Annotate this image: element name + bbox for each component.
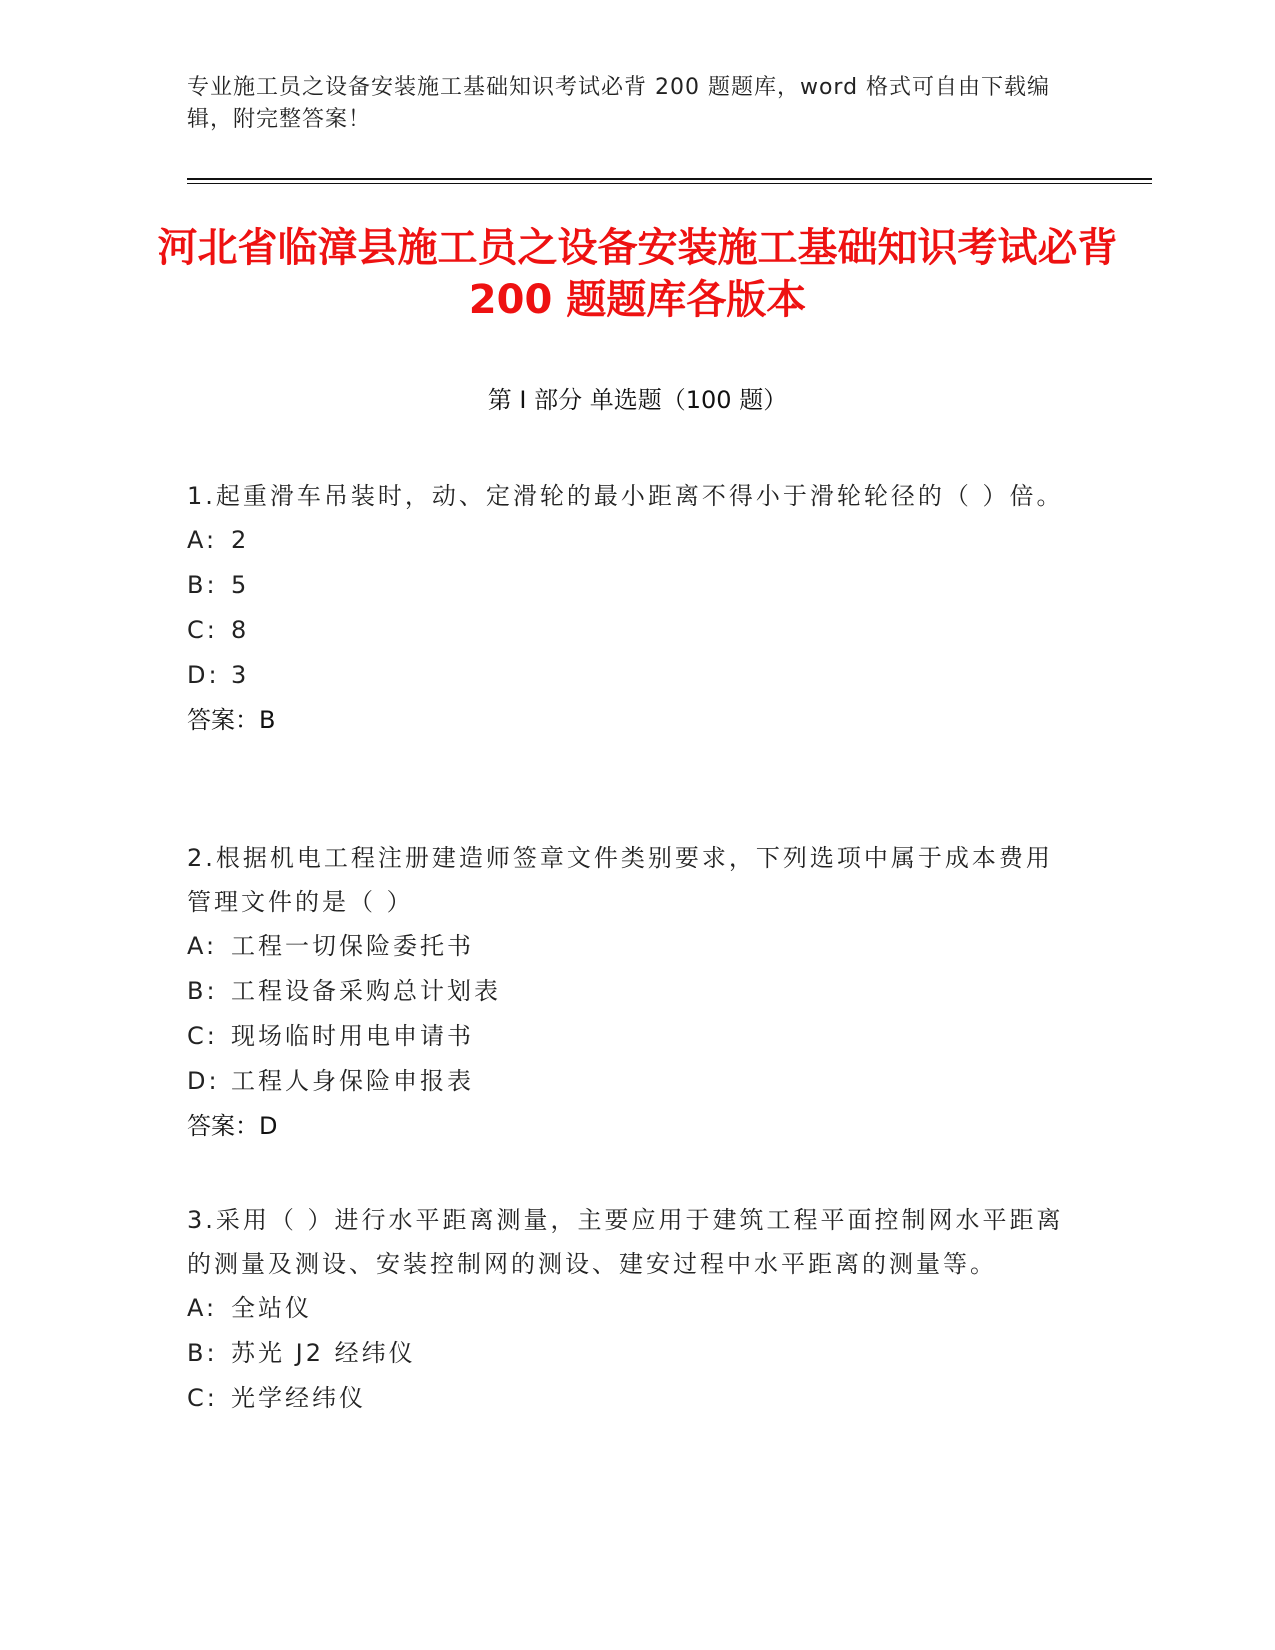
option-text: 5 bbox=[231, 571, 250, 599]
option-text: 2 bbox=[231, 526, 250, 554]
question-text: 3.采用（ ）进行水平距离测量，主要应用于建筑工程平面控制网水平距离的测量及测设、安装控制网的测设、建安过程中水平距离的测量等。 bbox=[187, 1206, 1064, 1278]
option-text: 苏光 J2 经纬仪 bbox=[231, 1339, 416, 1367]
option-b bbox=[187, 969, 1067, 1014]
header-divider-thick bbox=[187, 178, 1152, 180]
option-letter: A: bbox=[187, 932, 218, 960]
option-letter: A: bbox=[187, 526, 218, 554]
option-text: 现场临时用电申请书 bbox=[231, 1022, 474, 1050]
header-divider-thin bbox=[187, 183, 1152, 184]
option-letter: B: bbox=[187, 1339, 218, 1367]
option-letter: C: bbox=[187, 616, 218, 644]
header-note: 专业施工员之设备安装施工基础知识考试必背 200 题题库，word 格式可自由下载编辑，附完整答案！ bbox=[187, 75, 1051, 132]
answer: 答案：D bbox=[187, 1112, 278, 1140]
option-c bbox=[187, 1014, 1067, 1059]
option-letter: D: bbox=[187, 661, 220, 689]
option-text: 工程设备采购总计划表 bbox=[231, 977, 501, 1005]
option-letter: C: bbox=[187, 1384, 218, 1412]
option-text: 8 bbox=[231, 616, 250, 644]
option-letter: C: bbox=[187, 1022, 218, 1050]
question-1 bbox=[187, 474, 1067, 743]
option-d bbox=[187, 1059, 1067, 1104]
question-text: 1.起重滑车吊装时，动、定滑轮的最小距离不得小于滑轮轮径的（ ）倍。 bbox=[187, 482, 1064, 510]
question-3 bbox=[187, 1198, 1067, 1421]
option-b bbox=[187, 563, 1067, 608]
option-c bbox=[187, 1376, 1067, 1421]
option-letter: A: bbox=[187, 1294, 218, 1322]
answer: 答案：B bbox=[187, 706, 276, 734]
option-text: 光学经纬仪 bbox=[231, 1384, 366, 1412]
option-text: 工程一切保险委托书 bbox=[231, 932, 474, 960]
question-text: 2.根据机电工程注册建造师签章文件类别要求，下列选项中属于成本费用管理文件的是（ ） bbox=[187, 844, 1053, 916]
option-a bbox=[187, 1286, 1067, 1331]
option-a bbox=[187, 924, 1067, 969]
document-title: 河北省临漳县施工员之设备安装施工基础知识考试必背 200 题题库各版本 bbox=[157, 225, 1118, 323]
option-b bbox=[187, 1331, 1067, 1376]
option-text: 工程人身保险申报表 bbox=[231, 1067, 474, 1095]
option-a bbox=[187, 518, 1067, 563]
option-letter: D: bbox=[187, 1067, 220, 1095]
section-heading: 第 I 部分 单选题（100 题） bbox=[487, 386, 788, 414]
option-d bbox=[187, 653, 1067, 698]
option-letter: B: bbox=[187, 977, 218, 1005]
option-c bbox=[187, 608, 1067, 653]
option-letter: B: bbox=[187, 571, 218, 599]
option-text: 3 bbox=[231, 661, 250, 689]
option-text: 全站仪 bbox=[231, 1294, 312, 1322]
question-2 bbox=[187, 836, 1067, 1149]
